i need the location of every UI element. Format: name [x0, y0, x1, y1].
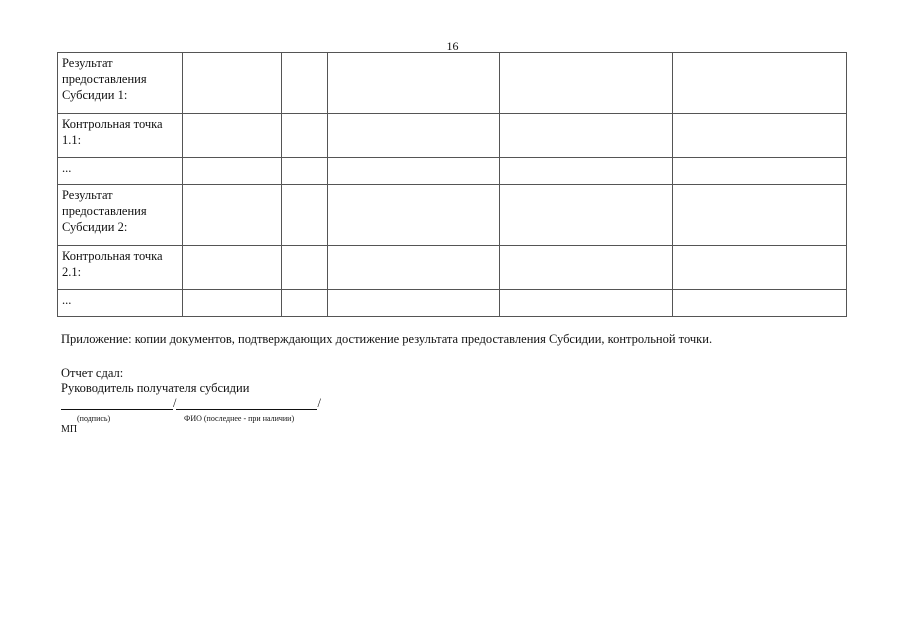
table-cell — [282, 114, 328, 158]
table-cell — [500, 158, 673, 185]
row-label: Результат предоставления Субсидии 1: — [58, 53, 183, 114]
table-cell — [183, 185, 282, 246]
row-label: Контрольная точка 2.1: — [58, 246, 183, 290]
signature-caption: (подпись) — [77, 414, 111, 423]
table-cell — [183, 246, 282, 290]
appendix-note: Приложение: копии документов, подтверждающих достижение результата предоставления Субсидии, контрольной точки. — [61, 332, 713, 346]
table-cell — [673, 53, 847, 114]
table-cell — [282, 185, 328, 246]
table-row — [58, 53, 847, 114]
name-blank — [176, 395, 317, 410]
table-cell — [500, 185, 673, 246]
table-cell — [673, 158, 847, 185]
table-cell — [183, 158, 282, 185]
table-cell — [282, 158, 328, 185]
table-row — [58, 290, 847, 317]
table-cell — [183, 290, 282, 317]
table-row — [58, 246, 847, 290]
table-cell — [500, 246, 673, 290]
table-row — [58, 185, 847, 246]
table-cell — [328, 290, 500, 317]
table-cell — [673, 185, 847, 246]
table-cell — [328, 114, 500, 158]
table-cell — [328, 246, 500, 290]
table-cell — [328, 53, 500, 114]
table-cell — [282, 53, 328, 114]
separator-slash: / — [317, 396, 321, 410]
head-label: Руководитель получателя субсидии — [61, 381, 250, 395]
table-cell — [500, 290, 673, 317]
row-label: ... — [58, 158, 183, 185]
separator-slash: / — [173, 396, 177, 410]
table-cell — [673, 290, 847, 317]
row-label: Результат предоставления Субсидии 2: — [58, 185, 183, 246]
table-cell — [282, 290, 328, 317]
row-label: ... — [58, 290, 183, 317]
name-caption: ФИО (последнее - при наличии) — [184, 414, 295, 423]
table-cell — [328, 185, 500, 246]
table-cell — [282, 246, 328, 290]
table-cell — [500, 53, 673, 114]
signature-blank — [61, 395, 173, 410]
page-number: 16 — [446, 39, 459, 53]
signature-line — [61, 395, 321, 410]
table-cell — [183, 53, 282, 114]
stamp-label: МП — [61, 424, 78, 435]
table-row — [58, 114, 847, 158]
submitted-label: Отчет сдал: — [61, 366, 124, 380]
table-cell — [500, 114, 673, 158]
report-table — [57, 52, 847, 317]
row-label: Контрольная точка 1.1: — [58, 114, 183, 158]
table-cell — [673, 246, 847, 290]
table-cell — [673, 114, 847, 158]
table-cell — [183, 114, 282, 158]
table-cell — [328, 158, 500, 185]
table-row — [58, 158, 847, 185]
